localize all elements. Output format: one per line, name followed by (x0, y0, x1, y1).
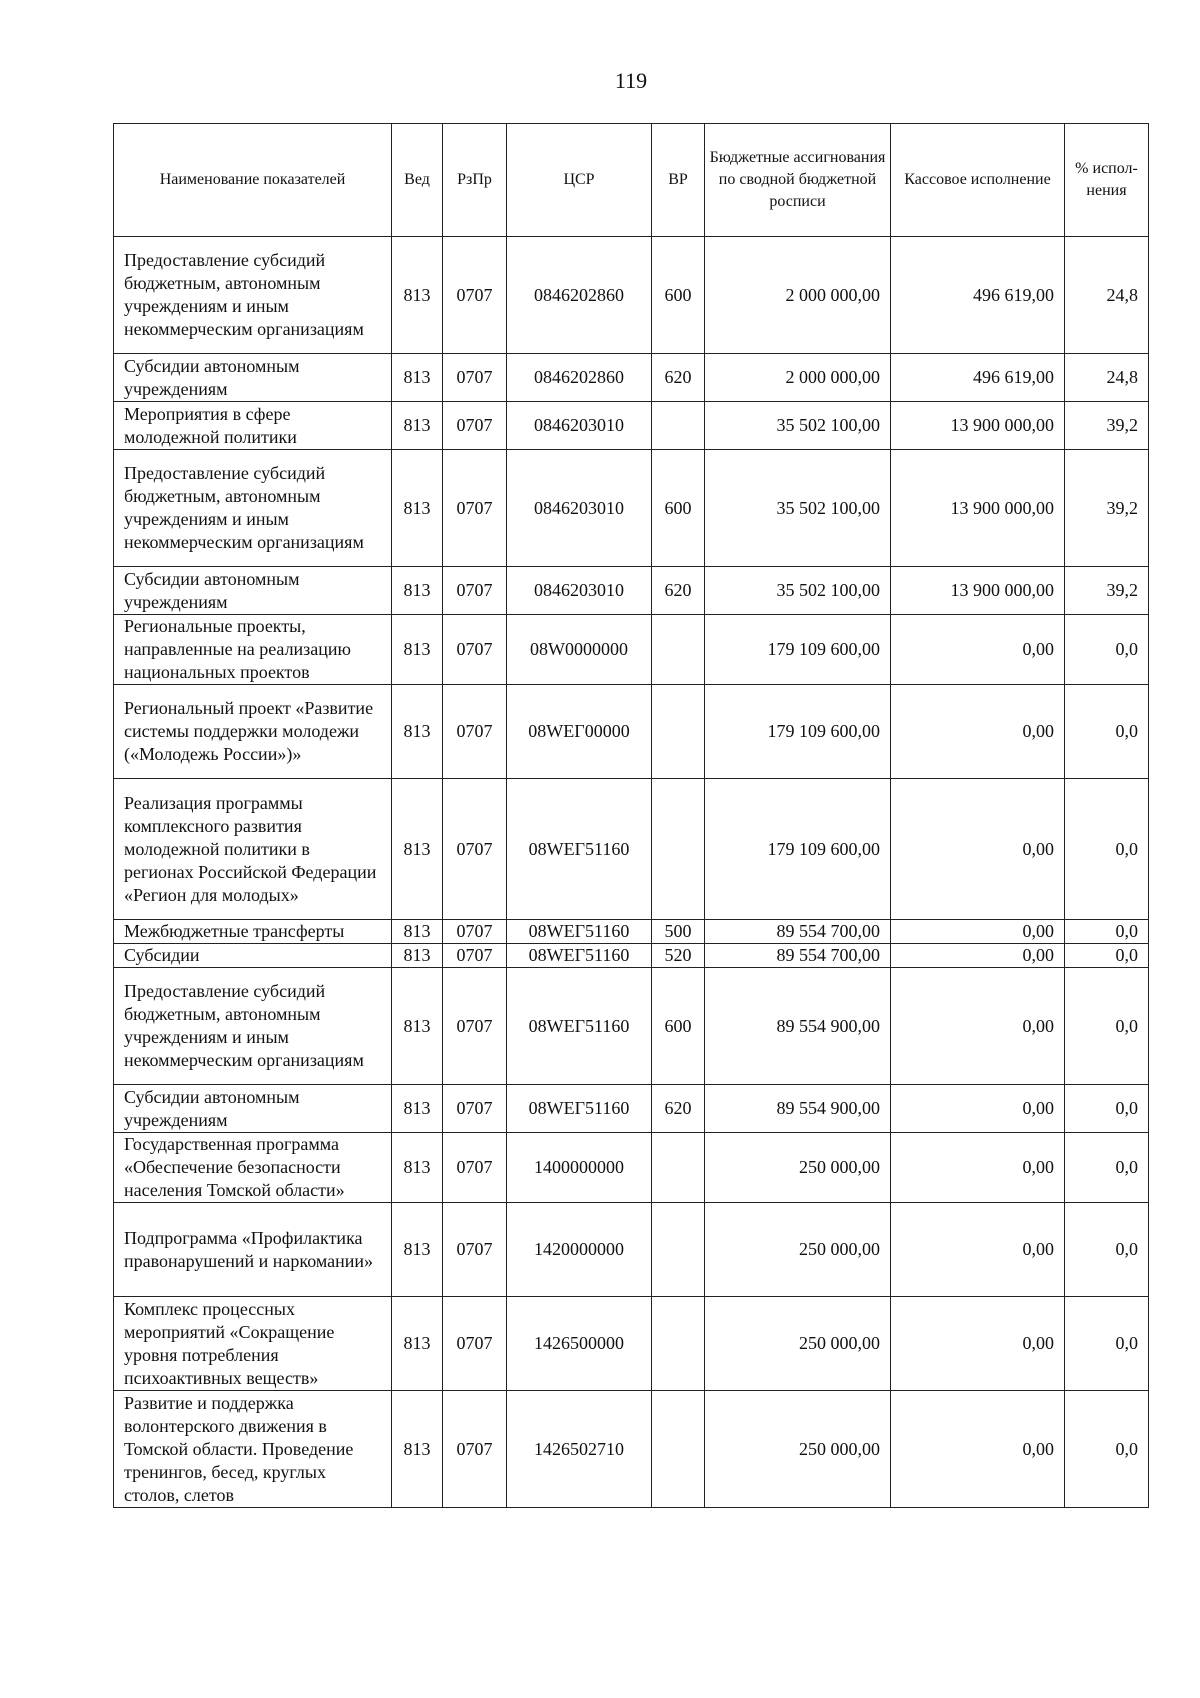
row-percent: 39,2 (1065, 567, 1149, 615)
row-ved: 813 (392, 920, 443, 944)
row-rzpr: 0707 (443, 1085, 507, 1133)
row-name: Субсидии (114, 944, 392, 968)
row-vr (652, 1391, 705, 1508)
row-cash: 0,00 (891, 920, 1065, 944)
row-budget: 250 000,00 (705, 1203, 891, 1297)
row-percent: 0,0 (1065, 920, 1149, 944)
row-percent: 0,0 (1065, 615, 1149, 685)
row-name: Мероприятия в сфере молодежной политики (114, 402, 392, 450)
header-ved: Вед (392, 124, 443, 237)
row-percent: 39,2 (1065, 402, 1149, 450)
row-name: Развитие и поддержка волонтерского движения в Томской области. Проведение тренингов, бесед, круглых столов, слетов (114, 1391, 392, 1508)
row-rzpr: 0707 (443, 685, 507, 779)
row-rzpr: 0707 (443, 920, 507, 944)
row-csr: 08WЕГ51160 (507, 779, 652, 920)
row-name: Региональный проект «Развитие системы поддержки молодежи («Молодежь России»)» (114, 685, 392, 779)
row-ved: 813 (392, 402, 443, 450)
row-budget: 35 502 100,00 (705, 450, 891, 567)
row-cash: 0,00 (891, 1203, 1065, 1297)
header-cash: Кассовое исполнение (891, 124, 1065, 237)
row-budget: 250 000,00 (705, 1391, 891, 1508)
row-ved: 813 (392, 237, 443, 354)
row-percent: 0,0 (1065, 1203, 1149, 1297)
row-cash: 0,00 (891, 685, 1065, 779)
row-percent: 0,0 (1065, 1085, 1149, 1133)
row-budget: 250 000,00 (705, 1133, 891, 1203)
row-cash: 496 619,00 (891, 354, 1065, 402)
table-row (114, 450, 1149, 567)
row-csr: 0846203010 (507, 402, 652, 450)
row-name: Реализация программы комплексного развития молодежной политики в регионах Российской Федерации «Регион для молодых» (114, 779, 392, 920)
row-csr: 1400000000 (507, 1133, 652, 1203)
row-csr: 1426500000 (507, 1297, 652, 1391)
row-budget: 35 502 100,00 (705, 402, 891, 450)
row-percent: 0,0 (1065, 968, 1149, 1085)
row-percent: 0,0 (1065, 944, 1149, 968)
row-csr: 08WЕГ51160 (507, 920, 652, 944)
row-cash: 0,00 (891, 1297, 1065, 1391)
table-row (114, 1133, 1149, 1203)
table-row (114, 779, 1149, 920)
row-percent: 0,0 (1065, 779, 1149, 920)
row-cash: 496 619,00 (891, 237, 1065, 354)
row-vr: 600 (652, 968, 705, 1085)
row-ved: 813 (392, 567, 443, 615)
row-rzpr: 0707 (443, 944, 507, 968)
row-cash: 0,00 (891, 779, 1065, 920)
row-ved: 813 (392, 779, 443, 920)
row-rzpr: 0707 (443, 354, 507, 402)
row-name: Субсидии автономным учреждениям (114, 567, 392, 615)
row-cash: 0,00 (891, 1085, 1065, 1133)
row-budget: 89 554 900,00 (705, 968, 891, 1085)
table-row (114, 402, 1149, 450)
row-budget: 89 554 700,00 (705, 944, 891, 968)
row-vr (652, 1133, 705, 1203)
row-ved: 813 (392, 685, 443, 779)
row-rzpr: 0707 (443, 779, 507, 920)
row-ved: 813 (392, 1391, 443, 1508)
row-percent: 24,8 (1065, 237, 1149, 354)
table-row (114, 685, 1149, 779)
row-budget: 179 109 600,00 (705, 615, 891, 685)
row-percent: 0,0 (1065, 685, 1149, 779)
row-vr: 620 (652, 567, 705, 615)
row-cash: 13 900 000,00 (891, 567, 1065, 615)
row-budget: 89 554 900,00 (705, 1085, 891, 1133)
row-rzpr: 0707 (443, 1133, 507, 1203)
header-csr: ЦСР (507, 124, 652, 237)
row-name: Комплекс процессных мероприятий «Сокращение уровня потребления психоактивных веществ» (114, 1297, 392, 1391)
row-ved: 813 (392, 1297, 443, 1391)
table-row (114, 1297, 1149, 1391)
row-name: Предоставление субсидий бюджетным, автономным учреждениям и иным некоммерческим организациям (114, 968, 392, 1085)
row-percent: 39,2 (1065, 450, 1149, 567)
row-percent: 0,0 (1065, 1297, 1149, 1391)
row-name: Межбюджетные трансферты (114, 920, 392, 944)
row-cash: 0,00 (891, 615, 1065, 685)
row-vr: 500 (652, 920, 705, 944)
row-csr: 1420000000 (507, 1203, 652, 1297)
row-rzpr: 0707 (443, 1203, 507, 1297)
row-cash: 0,00 (891, 1133, 1065, 1203)
row-name: Региональные проекты, направленные на реализацию национальных проектов (114, 615, 392, 685)
table-row (114, 354, 1149, 402)
header-row (114, 124, 1149, 237)
row-vr (652, 615, 705, 685)
row-ved: 813 (392, 944, 443, 968)
budget-table (113, 123, 1149, 1508)
row-ved: 813 (392, 615, 443, 685)
table-row (114, 1085, 1149, 1133)
header-rzpr: РзПр (443, 124, 507, 237)
row-budget: 2 000 000,00 (705, 354, 891, 402)
row-budget: 179 109 600,00 (705, 685, 891, 779)
row-cash: 13 900 000,00 (891, 402, 1065, 450)
row-budget: 179 109 600,00 (705, 779, 891, 920)
row-rzpr: 0707 (443, 968, 507, 1085)
row-name: Подпрограмма «Профилактика правонарушений и наркомании» (114, 1203, 392, 1297)
row-rzpr: 0707 (443, 450, 507, 567)
row-vr (652, 402, 705, 450)
row-budget: 250 000,00 (705, 1297, 891, 1391)
row-name: Предоставление субсидий бюджетным, автономным учреждениям и иным некоммерческим организациям (114, 237, 392, 354)
row-vr: 600 (652, 450, 705, 567)
row-ved: 813 (392, 1203, 443, 1297)
row-csr: 1426502710 (507, 1391, 652, 1508)
row-csr: 08W0000000 (507, 615, 652, 685)
row-vr: 620 (652, 1085, 705, 1133)
row-budget: 2 000 000,00 (705, 237, 891, 354)
row-ved: 813 (392, 1133, 443, 1203)
row-ved: 813 (392, 968, 443, 1085)
row-csr: 0846203010 (507, 567, 652, 615)
row-cash: 0,00 (891, 944, 1065, 968)
row-vr (652, 779, 705, 920)
row-vr: 600 (652, 237, 705, 354)
row-rzpr: 0707 (443, 1391, 507, 1508)
row-rzpr: 0707 (443, 615, 507, 685)
row-budget: 35 502 100,00 (705, 567, 891, 615)
row-percent: 24,8 (1065, 354, 1149, 402)
row-vr (652, 685, 705, 779)
row-percent: 0,0 (1065, 1133, 1149, 1203)
table-row (114, 615, 1149, 685)
row-csr: 0846203010 (507, 450, 652, 567)
page-number: 119 (614, 68, 648, 93)
table-row (114, 968, 1149, 1085)
table-row (114, 1203, 1149, 1297)
row-vr: 620 (652, 354, 705, 402)
row-csr: 08WЕГ51160 (507, 968, 652, 1085)
table-row (114, 237, 1149, 354)
table-row (114, 944, 1149, 968)
row-rzpr: 0707 (443, 402, 507, 450)
row-ved: 813 (392, 450, 443, 567)
row-name: Субсидии автономным учреждениям (114, 1085, 392, 1133)
header-name: Наименование показателей (114, 124, 392, 237)
row-vr: 520 (652, 944, 705, 968)
row-rzpr: 0707 (443, 237, 507, 354)
row-name: Предоставление субсидий бюджетным, автономным учреждениям и иным некоммерческим организациям (114, 450, 392, 567)
row-name: Государственная программа «Обеспечение безопасности населения Томской области» (114, 1133, 392, 1203)
row-cash: 0,00 (891, 968, 1065, 1085)
table-row (114, 567, 1149, 615)
table-row (114, 1391, 1149, 1508)
header-vr: ВР (652, 124, 705, 237)
row-vr (652, 1297, 705, 1391)
row-rzpr: 0707 (443, 567, 507, 615)
row-csr: 0846202860 (507, 354, 652, 402)
row-cash: 13 900 000,00 (891, 450, 1065, 567)
row-ved: 813 (392, 354, 443, 402)
table-row (114, 920, 1149, 944)
row-csr: 08WЕГ00000 (507, 685, 652, 779)
row-csr: 0846202860 (507, 237, 652, 354)
row-cash: 0,00 (891, 1391, 1065, 1508)
row-rzpr: 0707 (443, 1297, 507, 1391)
row-ved: 813 (392, 1085, 443, 1133)
row-budget: 89 554 700,00 (705, 920, 891, 944)
row-name: Субсидии автономным учреждениям (114, 354, 392, 402)
row-csr: 08WЕГ51160 (507, 944, 652, 968)
row-vr (652, 1203, 705, 1297)
header-budget: Бюджетные ассигнования по сводной бюджетной росписи (705, 124, 891, 237)
row-csr: 08WЕГ51160 (507, 1085, 652, 1133)
row-percent: 0,0 (1065, 1391, 1149, 1508)
header-percent: % испол-нения (1065, 124, 1149, 237)
